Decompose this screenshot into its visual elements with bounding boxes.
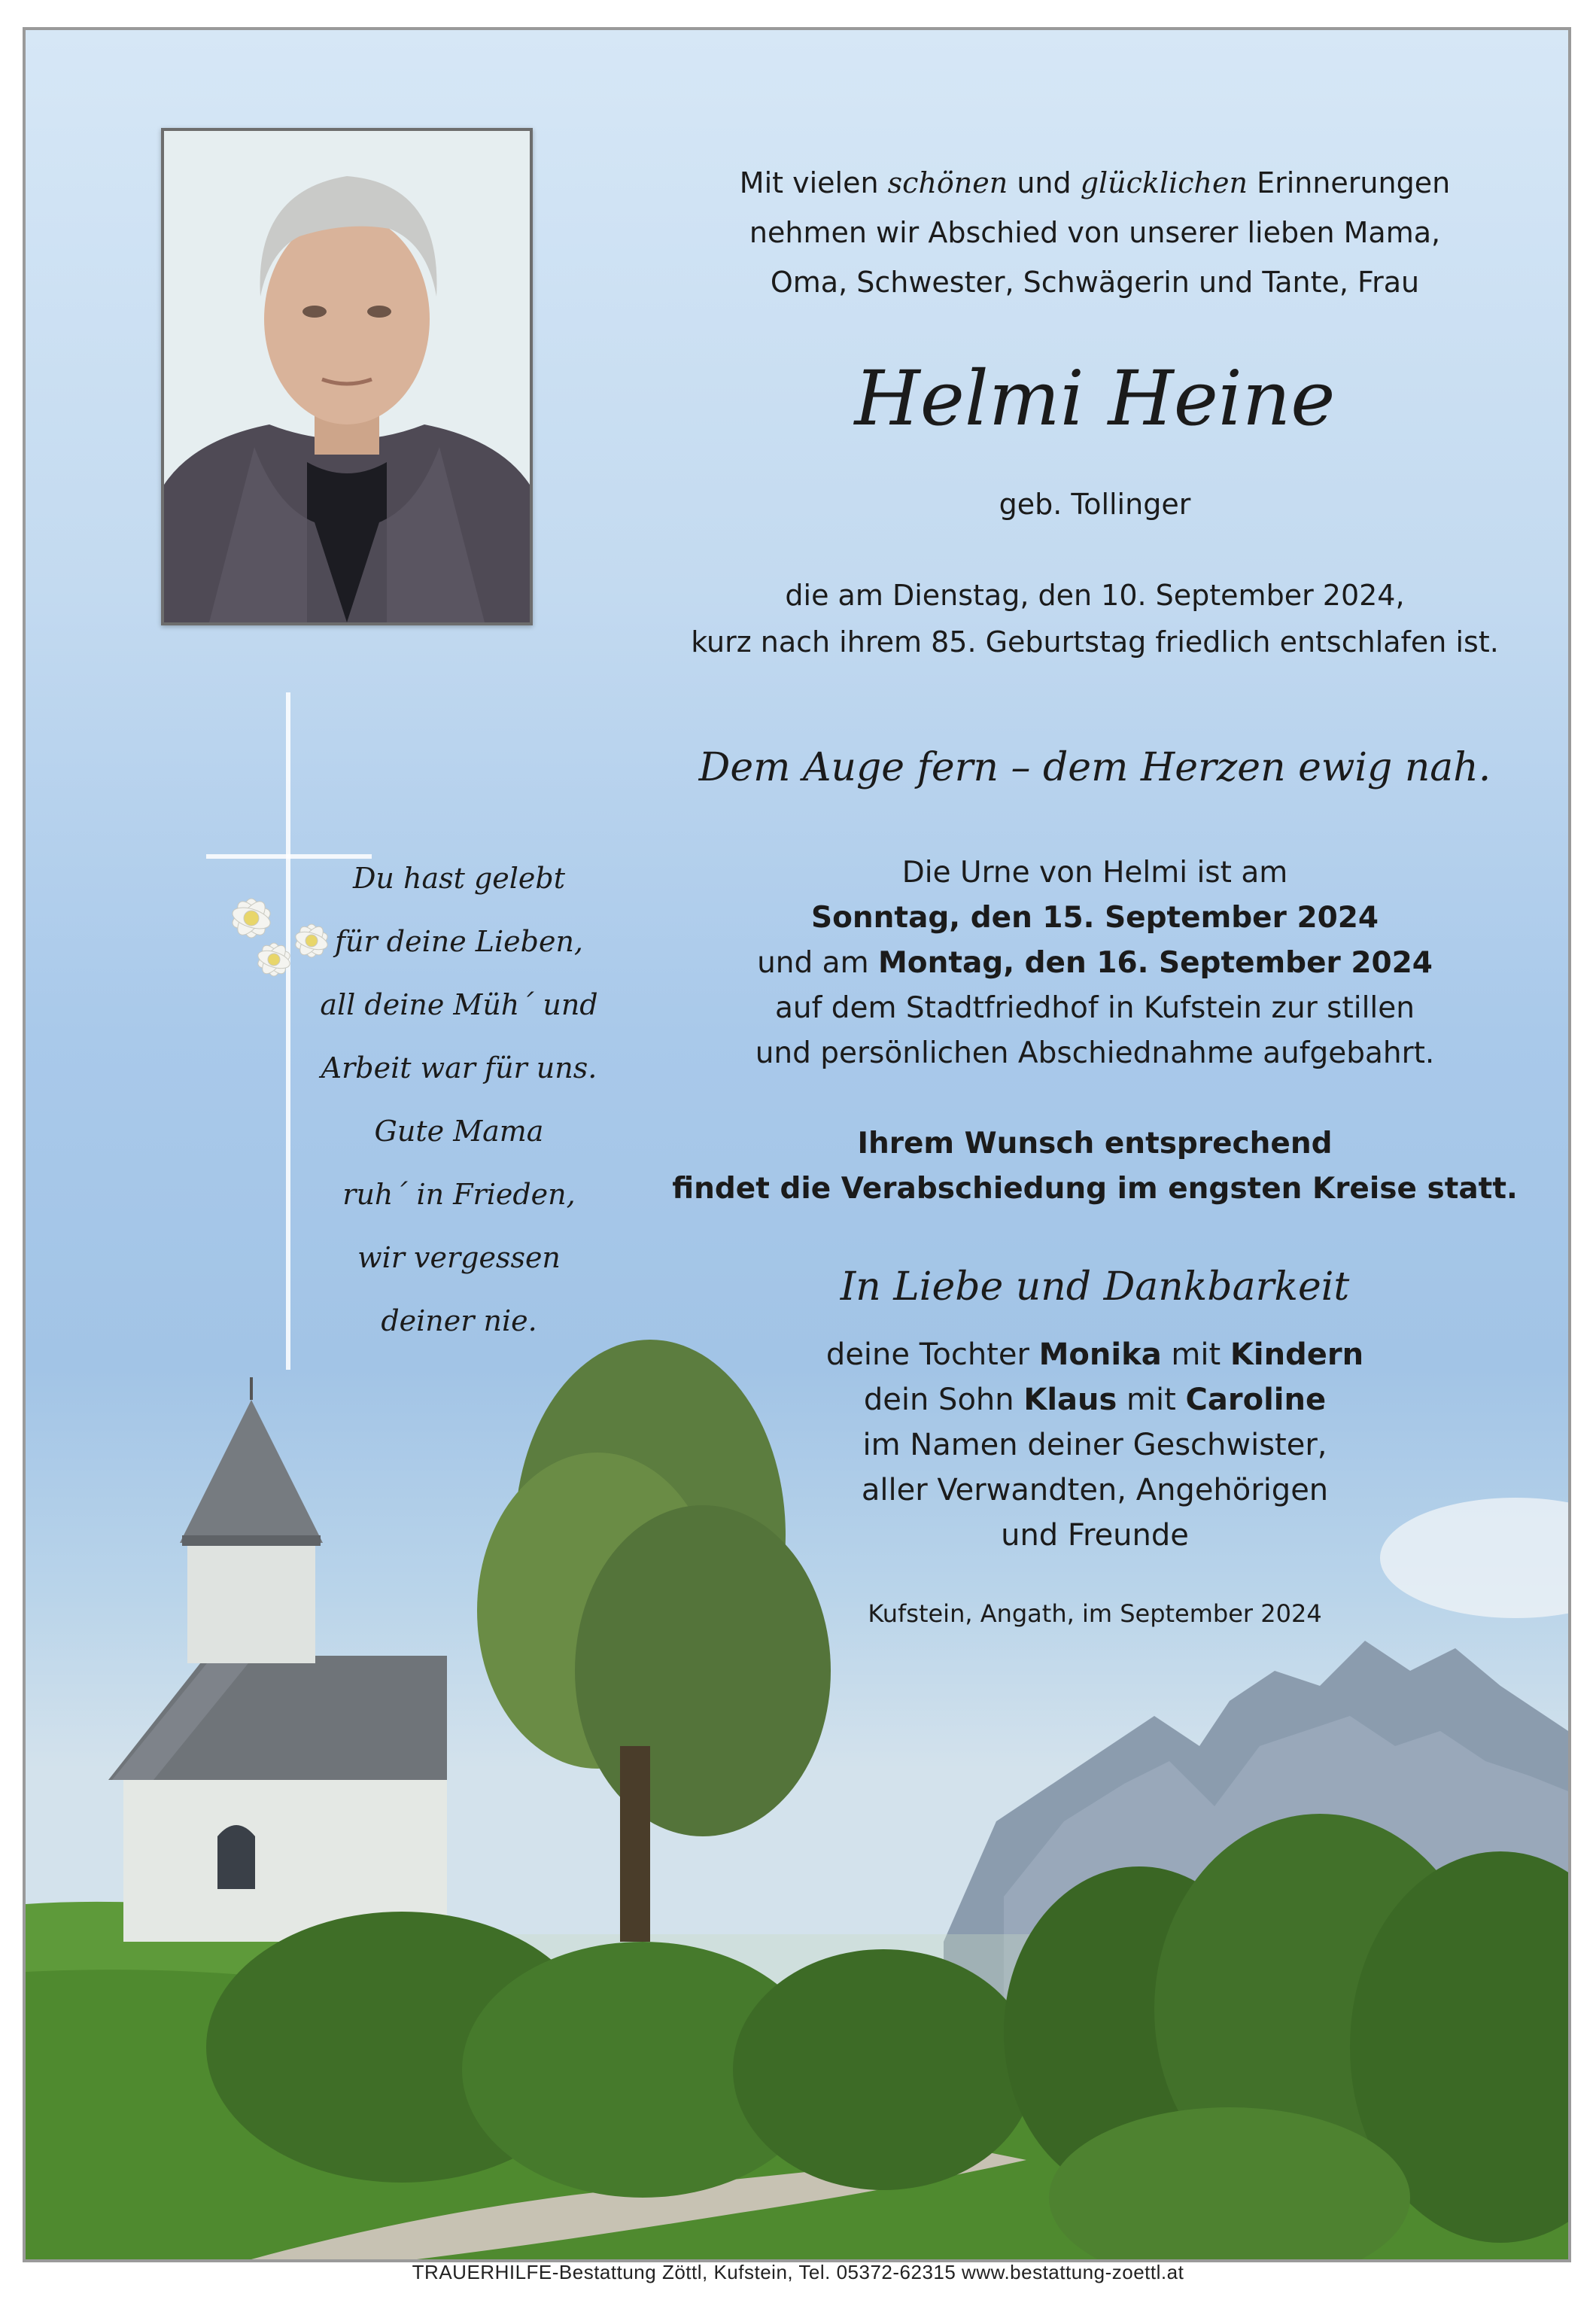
place-date: Kufstein, Angath, im September 2024 [868,1599,1322,1628]
family-line-1 [625,1332,1565,1377]
wish-line-2: findet die Verabschiedung im engsten Kreise statt. [672,1172,1518,1206]
urn-line-3-pre: und am [757,946,878,980]
urn-line-4: auf dem Stadtfriedhof in Kufstein zur stillen [775,991,1415,1025]
poem-line: Gute Mama [374,1115,544,1148]
urn-date-2: Montag, den 16. September 2024 [877,946,1433,980]
death-notice [625,572,1565,665]
intro-line-3: Oma, Schwester, Schwägerin und Tante, Frau [770,266,1420,299]
family-line-2-mid: mit [1117,1383,1186,1417]
death-line-2: kurz nach ihrem 85. Geburtstag friedlich entschlafen ist. [691,625,1499,659]
family-daughter: Monika [1038,1337,1162,1372]
family-son-partner: Caroline [1185,1383,1327,1417]
footer-credit: TRAUERHILFE-Bestattung Zöttl, Kufstein, Tel. 05372-62315 www.bestattung-zoettl.at [412,2261,1184,2283]
poem-line: Arbeit war für uns. [321,1051,597,1085]
portrait-photo [161,128,533,625]
intro-emphasis-1: schönen [887,166,1008,199]
intro-line-1-pre: Mit vielen [739,166,888,199]
poem-line: deiner nie. [381,1304,537,1337]
family-line-2-pre: dein Sohn [863,1383,1024,1417]
intro-line-1 [625,158,1565,208]
poem-line: für deine Lieben, [334,925,584,958]
family-line-5: und Freunde [1001,1518,1189,1553]
urn-date-1: Sonntag, den 15. September 2024 [811,901,1379,935]
poem [271,847,647,1352]
urn-line-3 [625,941,1565,986]
family-line-3: im Namen deiner Geschwister, [862,1428,1327,1462]
urn-notice [625,850,1565,1076]
intro-text [625,158,1565,307]
death-line-1: die am Dienstag, den 10. September 2024, [785,579,1405,612]
intro-line-2: nehmen wir Abschied von unserer lieben Mama, [749,216,1441,249]
poem-line: ruh´ in Frieden, [342,1178,576,1211]
intro-emphasis-2: glücklichen [1080,166,1248,199]
urn-line-5: und persönlichen Abschiednahme aufgebahrt. [755,1036,1435,1070]
urn-line-2 [625,896,1565,941]
poem-line: wir vergessen [357,1241,561,1274]
wish-line-1: Ihrem Wunsch entsprechend [857,1127,1333,1161]
family-list [625,1332,1565,1558]
family-son: Klaus [1023,1383,1117,1417]
closing-phrase: In Liebe und Dankbarkeit [840,1264,1350,1310]
family-line-1-mid: mit [1161,1337,1230,1372]
family-line-2 [625,1377,1565,1422]
family-line-1-pre: deine Tochter [825,1337,1039,1372]
motto: Dem Auge fern – dem Herzen ewig nah. [698,745,1491,790]
birth-name: geb. Tollinger [999,488,1191,521]
intro-line-1-post: Erinnerungen [1247,166,1451,199]
urn-line-1: Die Urne von Helmi ist am [901,856,1288,890]
family-daughter-children: Kindern [1230,1337,1364,1372]
poem-line: all deine Müh´ und [320,988,598,1021]
family-line-4: aller Verwandten, Angehörigen [861,1473,1329,1507]
deceased-name: Helmi Heine [854,354,1336,443]
poem-line: Du hast gelebt [352,862,566,895]
farewell-wish [625,1121,1565,1212]
intro-line-1-mid: und [1008,166,1081,199]
